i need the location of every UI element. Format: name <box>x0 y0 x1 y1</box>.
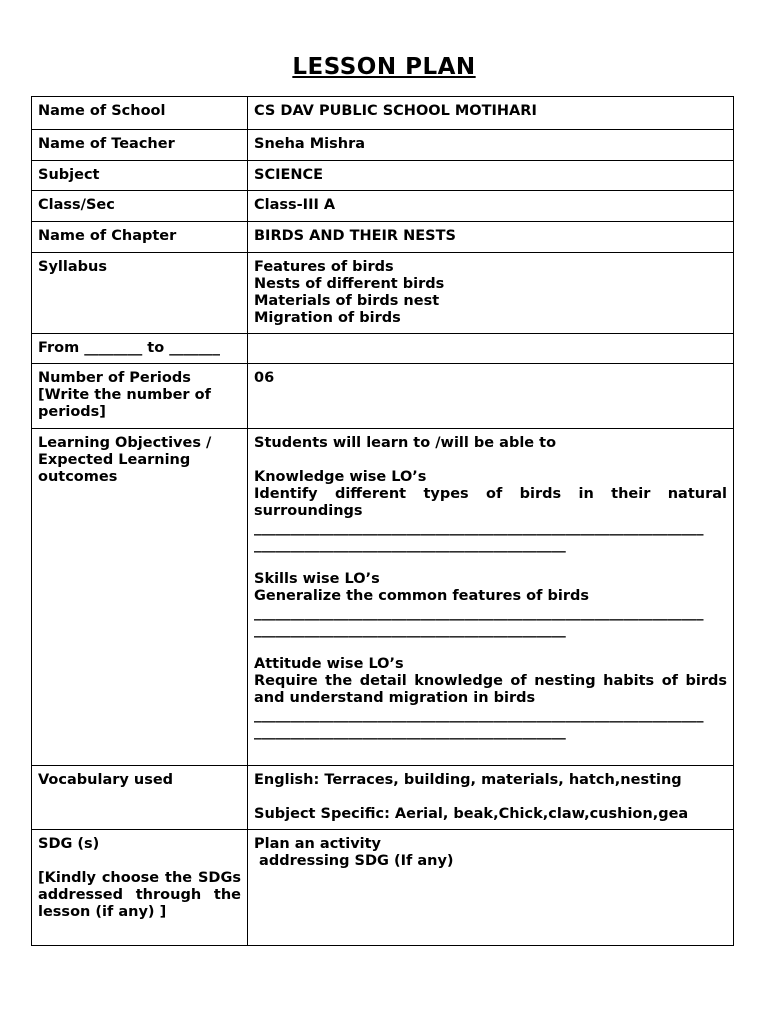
teacher-value: Sneha Mishra <box>248 130 734 161</box>
sdg-plan-line1: Plan an activity <box>254 836 381 852</box>
attitude-blank-line: ___________________________________________ <box>254 724 566 740</box>
row-school <box>32 97 734 130</box>
attitude-heading: Attitude wise LO’s <box>254 656 404 672</box>
teacher-label: Name of Teacher <box>32 130 248 161</box>
attitude-blank-line: ______________________________________________________________ <box>254 707 704 723</box>
skills-text: Generalize the common features of birds <box>254 588 590 604</box>
skills-blank-line: ___________________________________________ <box>254 622 566 638</box>
sdg-plan-line2: addressing SDG (If any) <box>254 853 454 869</box>
subject-value: SCIENCE <box>248 161 734 191</box>
row-periods <box>32 364 734 429</box>
row-syllabus <box>32 253 734 334</box>
row-dates <box>32 334 734 364</box>
vocabulary-subject-specific: Subject Specific: Aerial, beak,Chick,claw,cushion,gea <box>254 806 689 822</box>
row-vocabulary <box>32 766 734 830</box>
knowledge-blank-line: ______________________________________________________________ <box>254 520 704 536</box>
syllabus-item: Migration of birds <box>254 310 401 326</box>
chapter-label: Name of Chapter <box>32 222 248 253</box>
row-sdg <box>32 830 734 946</box>
syllabus-item: Features of birds <box>254 259 394 275</box>
row-teacher <box>32 130 734 161</box>
vocabulary-english: English: Terraces, building, materials, hatch,nesting <box>254 772 682 788</box>
row-subject <box>32 161 734 191</box>
knowledge-heading: Knowledge wise LO’s <box>254 469 427 485</box>
objectives-label: Learning Objectives / Expected Learning outcomes <box>32 429 248 766</box>
dates-label: From ________ to _______ <box>32 334 248 364</box>
vocabulary-content <box>248 766 734 830</box>
syllabus-item: Nests of different birds <box>254 276 445 292</box>
skills-blank-line: ______________________________________________________________ <box>254 605 704 621</box>
school-value: CS DAV PUBLIC SCHOOL MOTIHARI <box>248 97 734 130</box>
syllabus-item: Materials of birds nest <box>254 293 440 309</box>
objectives-content <box>248 429 734 766</box>
objectives-intro: Students will learn to /will be able to <box>254 435 557 451</box>
syllabus-label: Syllabus <box>32 253 248 334</box>
sdg-content <box>248 830 734 946</box>
row-class <box>32 191 734 222</box>
knowledge-blank-line: ___________________________________________ <box>254 537 566 553</box>
school-label: Name of School <box>32 97 248 130</box>
sdg-label: SDG (s) <box>38 836 100 852</box>
syllabus-list <box>248 253 734 334</box>
chapter-value: BIRDS AND THEIR NESTS <box>248 222 734 253</box>
dates-value <box>248 334 734 364</box>
vocabulary-label: Vocabulary used <box>32 766 248 830</box>
periods-value: 06 <box>248 364 734 429</box>
class-label: Class/Sec <box>32 191 248 222</box>
row-objectives <box>32 429 734 766</box>
sdg-note: [Kindly choose the SDGs addressed through the lesson (if any) ] <box>38 870 241 920</box>
page-title: LESSON PLAN <box>292 54 476 80</box>
knowledge-text: Identify different types of birds in their natural surroundings <box>254 486 727 519</box>
row-chapter <box>32 222 734 253</box>
periods-label: Number of Periods [Write the number of periods] <box>32 364 248 429</box>
class-value: Class-III A <box>248 191 734 222</box>
skills-heading: Skills wise LO’s <box>254 571 380 587</box>
attitude-text: Require the detail knowledge of nesting habits of birds and understand migration in birds <box>254 673 727 706</box>
sdg-label-cell <box>32 830 248 946</box>
lesson-plan-table <box>31 96 734 946</box>
subject-label: Subject <box>32 161 248 191</box>
